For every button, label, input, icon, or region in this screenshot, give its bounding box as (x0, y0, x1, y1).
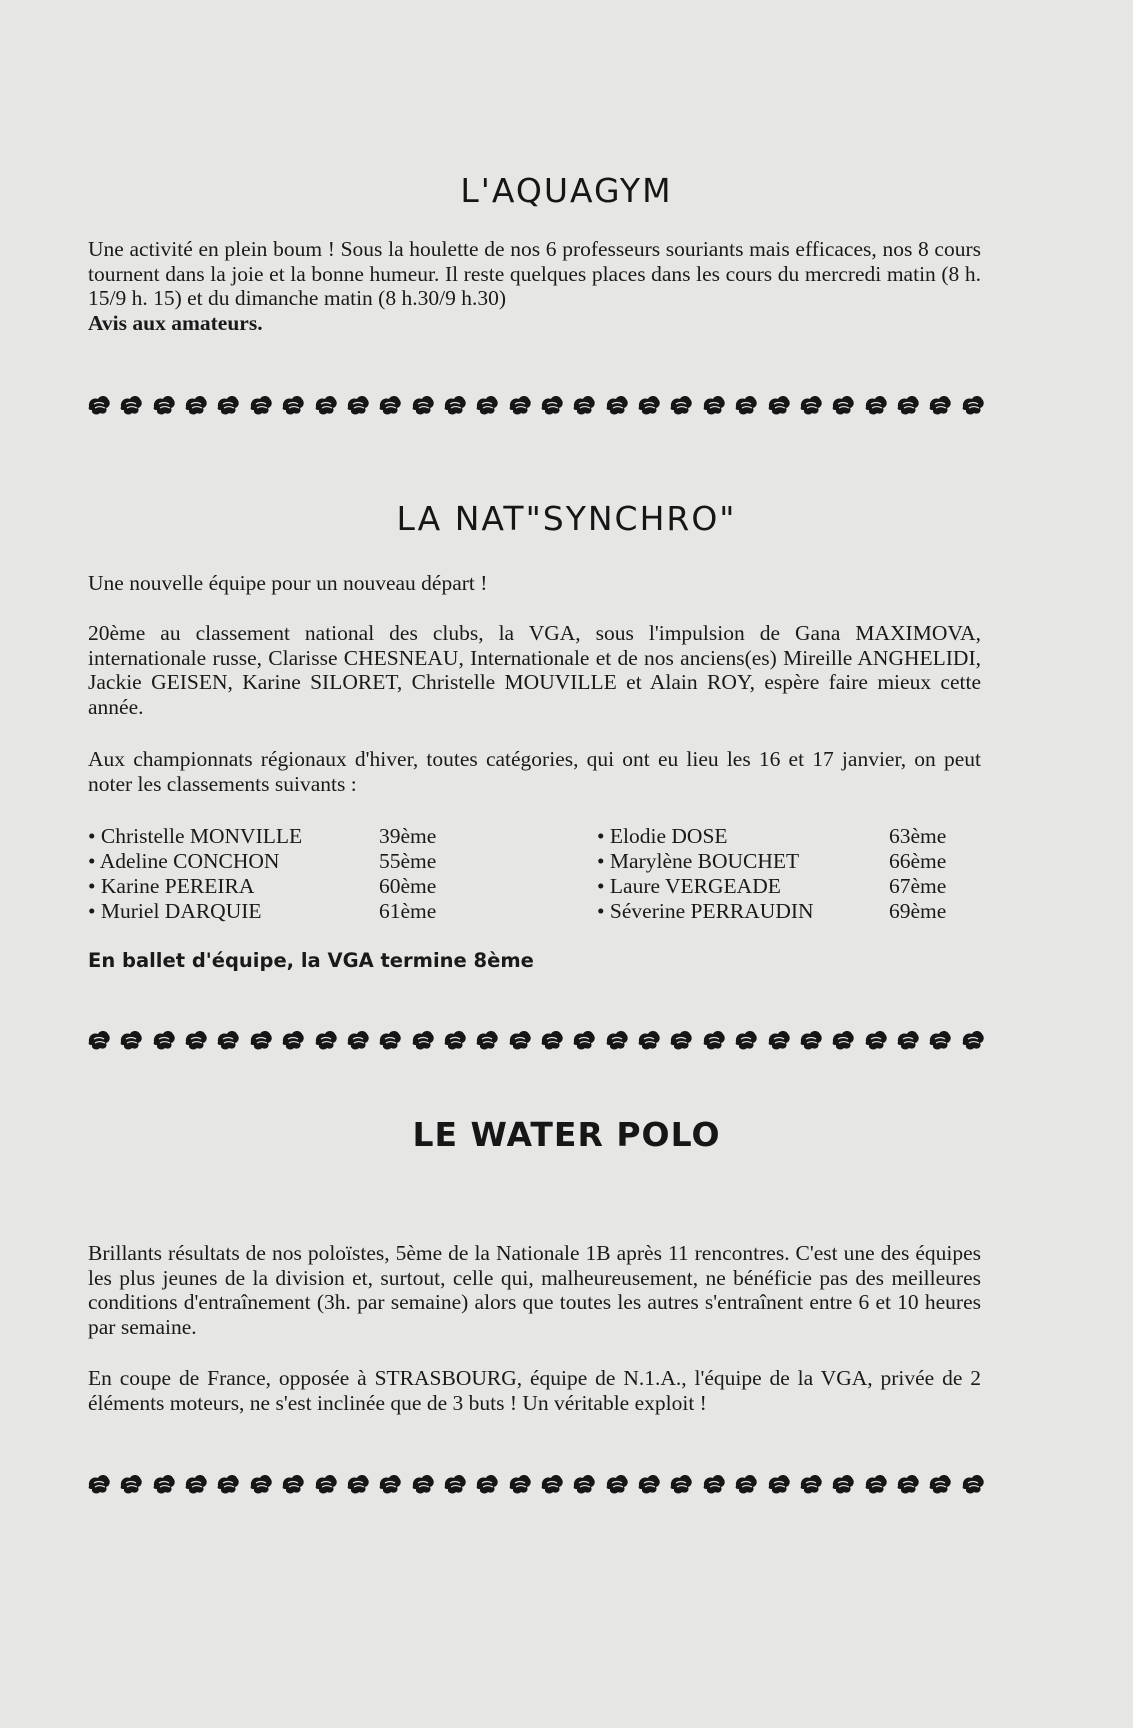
result-name: • Muriel DARQUIE (88, 899, 262, 923)
result-rank: 69ème (889, 899, 947, 923)
aquagym-text: Une activité en plein boum ! Sous la houlette de nos 6 professeurs souriants mais efficaces, nos 8 cours tournent dans la joie et la bonne humeur. Il reste quelques places dans les cours du mercredi matin (8 h. 15/9 h. 15) et du dimanche matin (8 h.30/9 h.30) (88, 237, 981, 310)
ornament-icon (798, 1472, 824, 1496)
waterpolo-paragraph-1: Brillants résultats de nos poloïstes, 5ème de la Nationale 1B après 11 rencontres. C'est une des équipes les plus jeunes de la division et, surtout, celle qui, malheureusement, ne bénéficie pas des meilleures conditions d'entraînement (3h. par semaine) alors que toutes les autres s'entraînent entre 6 et 10 heures par semaine. (88, 1241, 981, 1339)
ornament-icon (507, 1028, 533, 1052)
ornament-icon (701, 1472, 727, 1496)
ornament-icon (151, 1028, 177, 1052)
ornament-icon (410, 393, 436, 417)
ornament-icon (636, 1028, 662, 1052)
aquagym-paragraph (88, 237, 981, 335)
ornament-icon (830, 393, 856, 417)
ornament-icon (377, 1472, 403, 1496)
ornament-icon (668, 1028, 694, 1052)
ornament-divider (86, 1025, 986, 1055)
ornament-icon (863, 393, 889, 417)
ornament-icon (960, 1472, 986, 1496)
ornament-icon (701, 1028, 727, 1052)
ornament-icon (248, 1472, 274, 1496)
ornament-icon (830, 1028, 856, 1052)
ornament-icon (345, 1028, 371, 1052)
ornament-icon (766, 1028, 792, 1052)
ornament-icon (571, 1028, 597, 1052)
ornament-icon (927, 1472, 953, 1496)
ornament-icon (151, 1472, 177, 1496)
ornament-icon (733, 1028, 759, 1052)
ornament-icon (313, 1028, 339, 1052)
ornament-icon (604, 1472, 630, 1496)
natsynchro-intro: Une nouvelle équipe pour un nouveau départ ! (88, 571, 488, 595)
ornament-icon (733, 393, 759, 417)
ornament-icon (410, 1028, 436, 1052)
result-rank: 63ème (889, 824, 947, 848)
ornament-icon (410, 1472, 436, 1496)
result-name: • Séverine PERRAUDIN (597, 899, 814, 923)
ornament-icon (215, 1028, 241, 1052)
ornament-divider (86, 1469, 986, 1499)
waterpolo-paragraph-2: En coupe de France, opposée à STRASBOURG, équipe de N.1.A., l'équipe de la VGA, privée de 2 éléments moteurs, ne s'est inclinée que de 3 buts ! Un véritable exploit ! (88, 1366, 981, 1415)
ornament-icon (313, 393, 339, 417)
ornament-icon (571, 393, 597, 417)
ornament-icon (668, 1472, 694, 1496)
ornament-icon (86, 1028, 112, 1052)
ornament-icon (798, 393, 824, 417)
ornament-icon (604, 393, 630, 417)
aquagym-title: L'AQUAGYM (460, 171, 673, 210)
ornament-icon (604, 1028, 630, 1052)
natsynchro-title: LA NAT"SYNCHRO" (396, 499, 737, 538)
result-name: • Laure VERGEADE (597, 874, 781, 898)
result-rank: 60ème (379, 874, 437, 898)
ornament-icon (118, 393, 144, 417)
result-rank: 61ème (379, 899, 437, 923)
result-name: • Marylène BOUCHET (597, 849, 800, 873)
ornament-icon (183, 1472, 209, 1496)
result-name: • Adeline CONCHON (88, 849, 280, 873)
ornament-icon (766, 393, 792, 417)
ornament-icon (280, 1028, 306, 1052)
ornament-icon (927, 1028, 953, 1052)
ornament-icon (830, 1472, 856, 1496)
ornament-icon (474, 1028, 500, 1052)
ornament-icon (895, 393, 921, 417)
result-rank: 67ème (889, 874, 947, 898)
ornament-icon (636, 393, 662, 417)
ornament-divider (86, 390, 986, 420)
ornament-icon (442, 1028, 468, 1052)
ornament-icon (507, 1472, 533, 1496)
ornament-icon (474, 1472, 500, 1496)
ornament-icon (151, 393, 177, 417)
ornament-icon (863, 1028, 889, 1052)
ornament-icon (118, 1028, 144, 1052)
ornament-icon (766, 1472, 792, 1496)
ornament-icon (280, 393, 306, 417)
ornament-icon (183, 1028, 209, 1052)
ornament-icon (863, 1472, 889, 1496)
ornament-icon (636, 1472, 662, 1496)
ornament-icon (539, 1028, 565, 1052)
ornament-icon (377, 393, 403, 417)
ornament-icon (571, 1472, 597, 1496)
ornament-icon (733, 1472, 759, 1496)
ornament-icon (183, 393, 209, 417)
ornament-icon (960, 1028, 986, 1052)
ornament-icon (895, 1472, 921, 1496)
ballet-result: En ballet d'équipe, la VGA termine 8ème (88, 949, 534, 972)
result-name: • Karine PEREIRA (88, 874, 255, 898)
ornament-icon (798, 1028, 824, 1052)
result-rank: 39ème (379, 824, 437, 848)
ornament-icon (313, 1472, 339, 1496)
aquagym-note: Avis aux amateurs. (88, 310, 263, 335)
ornament-icon (960, 393, 986, 417)
ornament-icon (86, 393, 112, 417)
ornament-icon (345, 393, 371, 417)
ornament-icon (248, 1028, 274, 1052)
result-name: • Elodie DOSE (597, 824, 728, 848)
ornament-icon (280, 1472, 306, 1496)
ornament-icon (118, 1472, 144, 1496)
ornament-icon (927, 393, 953, 417)
ornament-icon (377, 1028, 403, 1052)
ornament-icon (474, 393, 500, 417)
ornament-icon (539, 393, 565, 417)
natsynchro-paragraph-1: 20ème au classement national des clubs, la VGA, sous l'impulsion de Gana MAXIMOVA, internationale russe, Clarisse CHESNEAU, Internationale et de nos anciens(es) Mireille ANGHELIDI, Jackie GEISEN, Karine SILORET, Christelle MOUVILLE et Alain ROY, espère faire mieux cette année. (88, 621, 981, 719)
ornament-icon (895, 1028, 921, 1052)
ornament-icon (86, 1472, 112, 1496)
ornament-icon (539, 1472, 565, 1496)
result-rank: 55ème (379, 849, 437, 873)
ornament-icon (507, 393, 533, 417)
waterpolo-title: LE WATER POLO (412, 1115, 721, 1154)
ornament-icon (442, 1472, 468, 1496)
result-rank: 66ème (889, 849, 947, 873)
ornament-icon (215, 1472, 241, 1496)
ornament-icon (701, 393, 727, 417)
natsynchro-paragraph-2: Aux championnats régionaux d'hiver, toutes catégories, qui ont eu lieu les 16 et 17 janvier, on peut noter les classements suivants : (88, 747, 981, 796)
result-name: • Christelle MONVILLE (88, 824, 303, 848)
ornament-icon (248, 393, 274, 417)
ornament-icon (345, 1472, 371, 1496)
ornament-icon (668, 393, 694, 417)
ornament-icon (215, 393, 241, 417)
ornament-icon (442, 393, 468, 417)
